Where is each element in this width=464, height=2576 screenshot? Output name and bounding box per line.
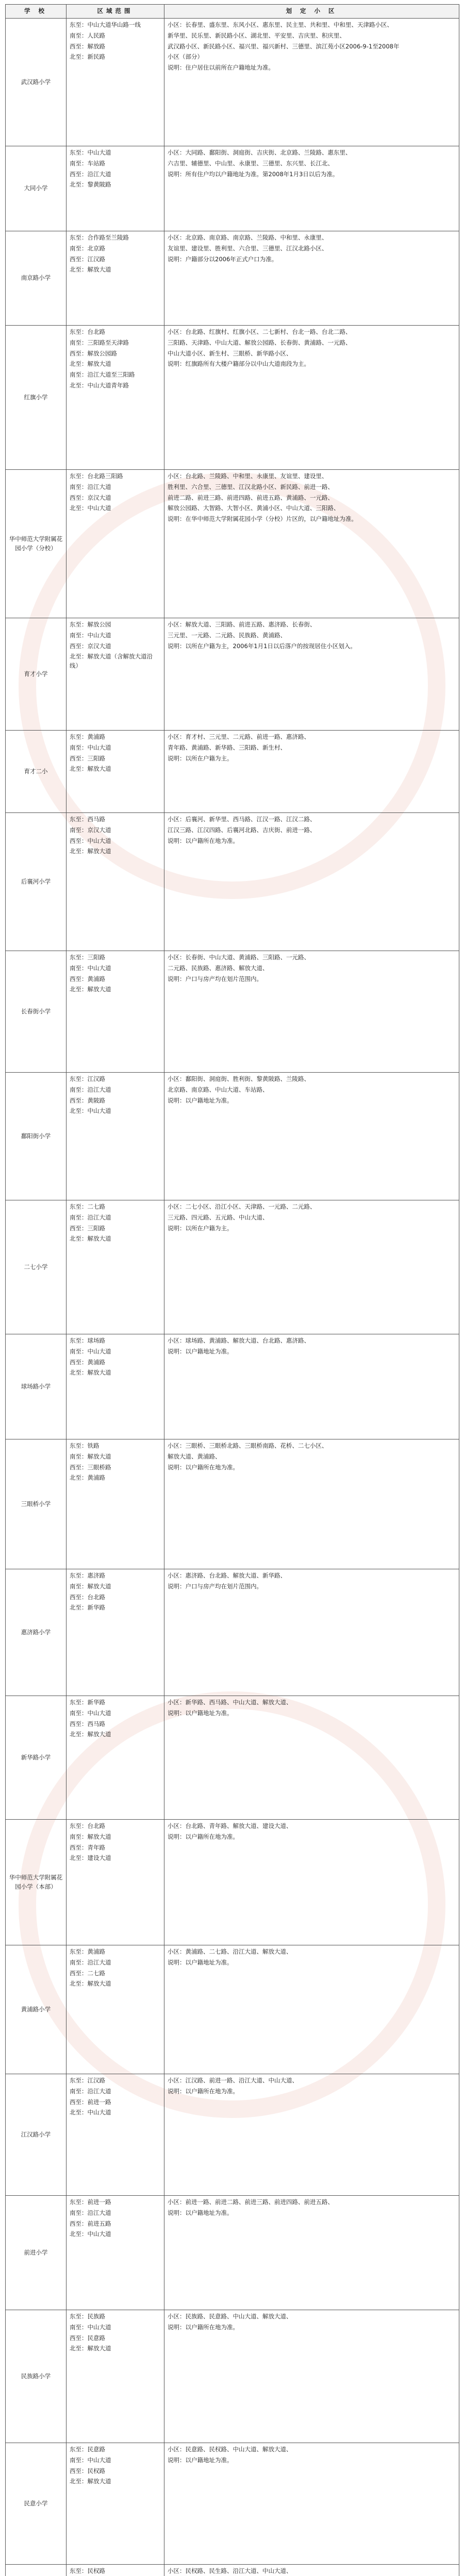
area-line: 北至：中山大道 (70, 1107, 111, 1115)
zone-line: 说明：以户籍地址为准。 (168, 1096, 233, 1104)
area-line: 东至：惠济路 (70, 1572, 105, 1579)
area-line: 南至：中山大道 (70, 631, 111, 639)
area-line: 南至：解放大道 (70, 1833, 111, 1840)
zone-details (164, 618, 459, 731)
area-line: 南至：京汉大道 (70, 826, 111, 834)
zone-line: 北京路、南京路、中山大道、车站路、 (168, 1086, 269, 1093)
school-name: 长春街小学 (6, 951, 67, 1073)
area-line: 东至：新华路 (70, 1699, 105, 1706)
zone-line: 小区：长春街、中山大道、黄浦路、三阳路、一元路、 (168, 954, 310, 961)
area-line: 西至：中山大道 (70, 837, 111, 844)
school-name: 二七小学 (6, 1200, 67, 1334)
school-name: 黄浦路小学 (6, 1945, 67, 2074)
area-line: 东至：中山大道华山路一线 (70, 21, 141, 28)
zone-line: 说明：以所在户籍为主。 (168, 754, 233, 762)
school-name: 育才二小 (6, 731, 67, 813)
table-header-row (6, 5, 459, 19)
zone-line: 小区：长春里、盛东里、东风小区、惠东里、民主里、共和里、中和里、天津路小区、 (168, 21, 393, 28)
zone-line: 说明：以户籍地址为准。 (168, 1347, 233, 1355)
school-name: 新华路小学 (6, 1696, 67, 1820)
zone-details (164, 813, 459, 951)
area-line: 西至：三阳路 (70, 754, 105, 762)
zone-details (164, 470, 459, 618)
area-line: 西至：前进一路 (70, 2098, 111, 2106)
area-line: 西至：黄浦路 (70, 1358, 105, 1366)
area-range (67, 731, 164, 813)
zone-line: 三元路、四元路、五元路、中山大道、 (168, 1213, 269, 1221)
area-range (67, 326, 164, 470)
zone-details (164, 146, 459, 231)
area-range (67, 146, 164, 231)
area-line: 南至：中山大道 (70, 964, 111, 972)
school-name: 球场路小学 (6, 1334, 67, 1439)
area-range (67, 1334, 164, 1439)
zone-line: 说明：以户籍所在地为准。 (168, 2087, 239, 2095)
area-range (67, 231, 164, 326)
area-line: 东至：铁路 (70, 1442, 100, 1449)
area-line: 东至：二七路 (70, 1203, 105, 1210)
school-name: 惠济路小学 (6, 1569, 67, 1696)
zone-line: 小区：育才村、三元里、二元路、前进一路、惠济路、 (168, 733, 310, 740)
zone-details (164, 1073, 459, 1200)
zone-details (164, 1569, 459, 1696)
zone-details (164, 2310, 459, 2443)
table-row (6, 231, 459, 326)
area-range (67, 2565, 164, 2576)
zone-line: 小区：台北路、兰陵路、中和里、永康里、友谊里、建设里、 (168, 472, 328, 480)
zone-line: 小区：解放大道、三阳路、前进五路、惠济路、长春街、 (168, 621, 316, 628)
area-line: 东至：民权路 (70, 2567, 105, 2574)
area-line: 南至：车站路 (70, 159, 105, 167)
zone-details (164, 1945, 459, 2074)
zone-line: 小区：二七小区、沿江小区、天津路、一元路、二元路、 (168, 1203, 316, 1210)
table-row (6, 146, 459, 231)
zone-line: 小区：大同路、鄱阳街、洞庭街、吉庆街、北京路、兰陵路、惠东里、 (168, 149, 352, 156)
table-row (6, 1945, 459, 2074)
area-line: 南至：中山大道 (70, 2456, 111, 2464)
zone-line: 三元里、一元路、二元路、民族路、黄浦路、 (168, 631, 286, 639)
zone-line: 解放大道、黄浦路、 (168, 1452, 221, 1460)
zone-line: 小区：惠济路、台北路、解放大道、新华路、 (168, 1572, 286, 1579)
zone-line: 说明：以户籍地址为准。 (168, 1958, 233, 1966)
area-range (67, 1439, 164, 1569)
zone-details (164, 2196, 459, 2310)
zone-line: 小区：台北路、青年路、解放大道、建设大道、 (168, 1822, 292, 1829)
zone-line: 说明：以户籍地址为准。 (168, 2209, 233, 2216)
area-range (67, 1945, 164, 2074)
area-line: 东至：黄浦路 (70, 733, 105, 740)
area-line: 东至：台北路三阳路 (70, 472, 123, 480)
zone-line: 六吉里、辅德里、中山里、永康里、三德里、东兴里、长江北、 (168, 159, 334, 167)
school-name: 鄱阳街小学 (6, 1073, 67, 1200)
zone-line: 说明：住户居住以前所在户籍地址为准。 (168, 64, 274, 72)
zone-line: 中山大道小区、新生村、三眼桥、新华路小区、 (168, 349, 292, 357)
area-line: 南至：沿江大道 (70, 1958, 111, 1966)
area-range (67, 19, 164, 146)
table-row (6, 2074, 459, 2196)
zone-line: 小区：新华路、西马路、中山大道、解放大道、 (168, 1699, 292, 1706)
zone-details (164, 731, 459, 813)
zone-line: 武汉路小区、新民路小区、福兴里、福兴新村、三德里、滨江苑小区2006-9-1至2008年 (168, 42, 400, 50)
zone-details (164, 951, 459, 1073)
zone-details (164, 1696, 459, 1820)
area-line: 南至：沿江大道至三阳路 (70, 371, 135, 379)
area-line: 东至：合作路至兰陵路 (70, 234, 129, 241)
area-line: 东至：民族路 (70, 2313, 105, 2320)
zone-line: 三阳路、天津路、中山大道、解放公园路、长春街、黄浦路、一元路、 (168, 338, 352, 346)
zone-line: 小区：民权路、民生路、沿江大道、中山大道、 (168, 2567, 292, 2574)
zone-line: 小区：后襄河、新华里、西马路、江汉一路、江汉二路、 (168, 816, 316, 823)
area-line: 北至：中山大道 (70, 2230, 111, 2238)
area-line: 北至：解放大道 (70, 2478, 111, 2485)
zone-details (164, 231, 459, 326)
school-name: 后襄河小学 (6, 813, 67, 951)
area-range (67, 2310, 164, 2443)
zone-line: 前进二路、前进三路、前进四路、前进五路、黄浦路、一元路、 (168, 494, 334, 501)
enrollment-zone-table (5, 4, 459, 2576)
area-line: 东至：民意路 (70, 2446, 105, 2453)
school-name: 华中师范大学附属花园小学（本部） (6, 1820, 67, 1945)
zone-details (164, 2074, 459, 2196)
table-row (6, 1439, 459, 1569)
area-line: 北至：黎黄陂路 (70, 181, 111, 189)
school-name: 南京路小学 (6, 231, 67, 326)
zone-line: 二元路、民族路、惠济路、解放大道、 (168, 964, 269, 972)
area-line: 北至：中山大道 (70, 2109, 111, 2116)
area-line: 西至：青年路 (70, 1843, 105, 1851)
area-line: 西至：西马路 (70, 1720, 105, 1727)
area-line: 北至：解放大道 (70, 360, 111, 368)
zone-details (164, 326, 459, 470)
area-line: 南至：人民路 (70, 31, 105, 39)
area-line: 西至：二七路 (70, 1969, 105, 1977)
school-name: 民族路小学 (6, 2310, 67, 2443)
zone-line: 小区：台北路、红旗村、红旗小区、二七新村、台北一路、台北二路、 (168, 328, 352, 335)
area-line: 南至：北京路 (70, 244, 105, 252)
area-line: 北至：建设大道 (70, 1854, 111, 1862)
table-row (6, 19, 459, 146)
area-line: 南至：中山大道 (70, 743, 111, 751)
area-line: 南至：解放大道 (70, 1452, 111, 1460)
area-line: 东至：黄浦路 (70, 1948, 105, 1955)
area-line: 南至：中山大道 (70, 1347, 111, 1355)
area-line: 南至：沿江大道 (70, 2209, 111, 2216)
zone-line: 说明：所有住户均以户籍地址为准。第2008年1月3日以后为准。 (168, 170, 339, 178)
area-line: 北至：解放大道 (70, 848, 111, 855)
table-row (6, 951, 459, 1073)
zone-line: 说明：户口与房产均在划片范围内。 (168, 975, 262, 982)
school-name: 三眼桥小学 (6, 1439, 67, 1569)
school-name: 红旗小学 (6, 326, 67, 470)
school-name: 华中师范大学附属花园小学（分校） (6, 470, 67, 618)
table-row (6, 2443, 459, 2565)
table-row (6, 1569, 459, 1696)
zone-line: 说明：红旗路所有大楼户籍部分以中山大道南段为主。 (168, 360, 310, 368)
zone-line: 胜利里、六合里、三德里、江汉北路小区、新民路、前进一路、 (168, 483, 334, 490)
area-line: 西至：沿江大道 (70, 170, 111, 178)
area-line: 西至：前进五路 (70, 2219, 111, 2227)
area-line: 南至：中山大道 (70, 2323, 111, 2331)
table-row (6, 1334, 459, 1439)
area-line: 北至：解放大道 (70, 2345, 111, 2352)
zone-line: 小区：北京路、南京路、南京路、兰陵路、中和里、永康里、 (168, 234, 328, 241)
table-row (6, 618, 459, 731)
area-line: 西至：民权路 (70, 2467, 105, 2475)
area-line: 南至：沿江大道 (70, 1213, 111, 1221)
area-range (67, 1820, 164, 1945)
zone-line: 小区：江汉路、前进一路、沿江大道、中山大道、 (168, 2077, 298, 2084)
area-line: 北至：解放大道 (70, 986, 111, 993)
zone-line: 友谊里、建设里、胜利里、六合里、三德里、江汉北路小区、 (168, 244, 328, 252)
area-line: 东至：台北路 (70, 328, 105, 335)
zone-line: 说明：以所在户籍为主，2006年1月1日以后落户的按现居住小区划入。 (168, 642, 356, 650)
school-name: 武汉路小学 (6, 19, 67, 146)
zone-line: 小区：鄱阳街、洞庭街、胜利街、黎黄陂路、兰陵路、 (168, 1075, 310, 1082)
header-area: 区域范围 (67, 5, 164, 19)
zone-details (164, 1820, 459, 1945)
area-line: 西至：三阳路 (70, 1224, 105, 1232)
area-line: 北至：解放大道 (70, 765, 111, 773)
zone-details (164, 1200, 459, 1334)
school-name: 江汉路小学 (6, 2074, 67, 2196)
zone-line: 说明：以户籍所在地为准。 (168, 2323, 239, 2331)
table-row (6, 1820, 459, 1945)
area-range (67, 618, 164, 731)
area-range (67, 2443, 164, 2565)
area-line: 北至：解放大道 (70, 1731, 111, 1738)
header-zone: 划 定 小 区 (164, 5, 459, 19)
area-line: 西至：解放路 (70, 42, 105, 50)
table-row (6, 470, 459, 618)
zone-line: 说明：户口与房产均在划片范围内。 (168, 1582, 262, 1590)
table-row (6, 1200, 459, 1334)
area-line: 东至：中山大道 (70, 149, 111, 156)
area-line: 北至：解放大道 (70, 1980, 111, 1988)
zone-line: 新华里、民乐里、新民路小区、湖北里、平安里、吉庆里、积庆里、 (168, 31, 345, 39)
zone-line: 青年路、黄浦路、新华路、三阳路、新生村、 (168, 743, 286, 751)
zone-line: 小区：三眼桥、三眼桥北路、三眼桥南路、花桥、二七小区、 (168, 1442, 328, 1449)
zone-line: 解放公园路、大智路、大智小区、黄浦小区、中山大道、三阳路、 (168, 504, 340, 512)
table-row (6, 2565, 459, 2576)
zone-line: 小区（部分） (168, 53, 203, 61)
area-line: 北至：新民路 (70, 53, 105, 61)
zone-line: 说明：以户籍地址为准。 (168, 1709, 233, 1717)
area-range (67, 1200, 164, 1334)
zone-line: 江汉三路、江汉四路、后襄河北路、吉庆街、前进一路、 (168, 826, 316, 834)
area-line: 南至：中山大道 (70, 1709, 111, 1717)
table-row (6, 2196, 459, 2310)
area-line: 东至：三阳路 (70, 954, 105, 961)
table-row (6, 2310, 459, 2443)
zone-line: 小区：民族路、民意路、中山大道、解放大道、 (168, 2313, 292, 2320)
area-range (67, 951, 164, 1073)
area-line: 东至：台北路 (70, 1822, 105, 1829)
zone-line: 说明：以户籍地址为准。 (168, 2456, 233, 2464)
area-line: 西至：京汉大道 (70, 494, 111, 501)
zone-line: 说明：以户籍所在地为准。 (168, 1833, 239, 1840)
school-name: 育才小学 (6, 618, 67, 731)
school-name: 民意小学 (6, 2443, 67, 2565)
area-range (67, 1569, 164, 1696)
area-line: 南至：沿江大道 (70, 2087, 111, 2095)
area-range (67, 813, 164, 951)
zone-line: 说明：以户籍所在地为准。 (168, 837, 239, 844)
area-range (67, 2074, 164, 2196)
area-range (67, 2196, 164, 2310)
zone-details (164, 19, 459, 146)
zone-line: 小区：球场路、黄浦路、解放大道、台北路、惠济路、 (168, 1337, 310, 1344)
zone-details (164, 2565, 459, 2576)
area-line: 北至：中山大道青年路 (70, 382, 129, 389)
area-line: 北至：解放大道（含解放大道沿线） (70, 653, 153, 670)
area-line: 北至：解放大道 (70, 266, 111, 274)
area-range (67, 1073, 164, 1200)
area-line: 东至：解放公园 (70, 621, 111, 628)
area-line: 东至：江汉路 (70, 2077, 105, 2084)
zone-details (164, 2443, 459, 2565)
area-line: 东至：西马路 (70, 816, 105, 823)
zone-line: 小区：黄浦路、二七路、沿江大道、解放大道、 (168, 1948, 292, 1955)
area-line: 西至：三眼桥路 (70, 1463, 111, 1471)
area-line: 北至：中山大道 (70, 504, 111, 512)
area-line: 西至：台北路 (70, 1593, 105, 1601)
zone-details (164, 1334, 459, 1439)
zone-line: 说明：以户籍所在地为准。 (168, 1463, 239, 1471)
zone-line: 小区：民意路、民权路、中山大道、解放大道、 (168, 2446, 292, 2453)
area-line: 北至：黄浦路 (70, 1474, 105, 1482)
area-line: 南至：沿江大道 (70, 483, 111, 490)
area-line: 东至：江汉路 (70, 1075, 105, 1082)
table-row (6, 731, 459, 813)
area-range (67, 470, 164, 618)
header-school: 学 校 (6, 5, 67, 19)
area-line: 东至：前进一路 (70, 2198, 111, 2206)
zone-line: 说明：以所在户籍为主。 (168, 1224, 233, 1232)
zone-details (164, 1439, 459, 1569)
zone-line: 说明：户籍部分以2006年正式户口为准。 (168, 255, 278, 263)
area-range (67, 1696, 164, 1820)
table-row (6, 326, 459, 470)
table-row (6, 1696, 459, 1820)
area-line: 南至：三阳路至天津路 (70, 338, 129, 346)
area-line: 西至：民意路 (70, 2334, 105, 2342)
school-name: 大同小学 (6, 146, 67, 231)
zone-line: 说明：在华中师范大学附属花园小学（分校）片区的，以户籍地址为准。 (168, 515, 357, 523)
area-line: 西至：江汉路 (70, 255, 105, 263)
area-line: 南至：解放大道 (70, 1582, 111, 1590)
school-name: 前进小学 (6, 2196, 67, 2310)
area-line: 西至：解放公园路 (70, 349, 117, 357)
area-line: 西至：黄浦路 (70, 975, 105, 982)
area-line: 东至：球场路 (70, 1337, 105, 1344)
table-body (6, 19, 459, 2576)
area-line: 北至：新华路 (70, 1604, 105, 1612)
area-line: 北至：解放大道 (70, 1369, 111, 1377)
zone-line: 小区：前进一路、前进二路、前进三路、前进四路、前进五路、 (168, 2198, 334, 2206)
area-line: 北至：解放大道 (70, 1235, 111, 1243)
area-line: 西至：黄陂路 (70, 1096, 105, 1104)
area-line: 西至：京汉大道 (70, 642, 111, 650)
area-line: 南至：沿江大道 (70, 1086, 111, 1093)
school-name (6, 2565, 67, 2576)
table-row (6, 813, 459, 951)
table-row (6, 1073, 459, 1200)
